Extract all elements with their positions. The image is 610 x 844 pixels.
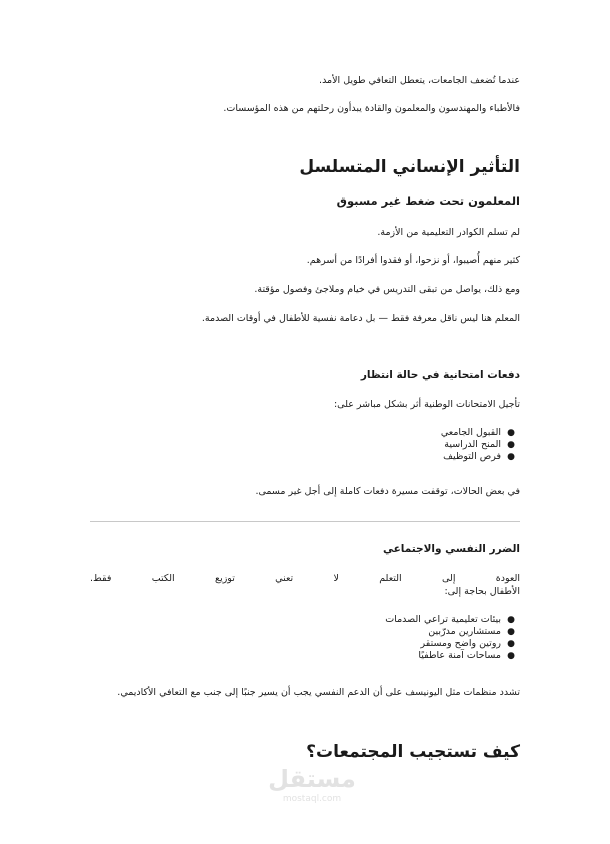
intro-text-1: عندما تُضعف الجامعات، يتعطل التعافي طويل الأمد. — [319, 75, 520, 86]
subheading-psych-title: الضرر النفسي والاجتماعي — [382, 543, 520, 555]
list-item-label: القبول الجامعي — [440, 427, 501, 438]
bullet-icon: ● — [507, 440, 515, 450]
bullet-icon: ● — [507, 639, 515, 649]
intro-text-2: فالأطباء والمهندسون والمعلمون والقادة يبدأون رحلتهم من هذه المؤسسات. — [223, 103, 520, 114]
subheading-teachers-title: المعلمون تحت ضغط غير مسبوق — [336, 194, 520, 208]
list-item-label: المنح الدراسية — [444, 439, 501, 450]
section-heading-human-impact — [90, 157, 520, 177]
watermark-logo — [262, 764, 362, 804]
word: تعني — [275, 573, 294, 584]
teachers-paragraph-2 — [90, 254, 520, 267]
exams-outro-text: في بعض الحالات، توقفت مسيرة دفعات كاملة إلى أجل غير مسمى. — [255, 486, 520, 497]
list-item — [215, 614, 515, 626]
exams-intro-text: تأجيل الامتحانات الوطنية أثر بشكل مباشر على: — [333, 399, 520, 410]
word: إلى — [442, 573, 456, 584]
section-title: التأثير الإنساني المتسلسل — [299, 157, 520, 177]
list-item — [215, 650, 515, 662]
subheading-teachers — [90, 194, 520, 208]
subheading-exams-title: دفعات امتحانية في حالة انتظار — [360, 369, 520, 381]
list-item-label: فرص التوظيف — [443, 451, 501, 462]
teachers-text-3: ومع ذلك، يواصل من تبقى التدريس في خيام وملاجئ وفصول مؤقتة. — [254, 284, 520, 295]
list-item — [215, 439, 515, 451]
psych-outro-text: تشدد منظمات مثل اليونيسف على أن الدعم النفسي يجب أن يسير جنبًا إلى جنب مع التعافي الأكاديمي. — [117, 687, 520, 698]
teachers-paragraph-4 — [90, 312, 520, 325]
word: الكتب — [151, 573, 175, 584]
bullet-icon: ● — [507, 452, 515, 462]
list-item-label: مساحات آمنة عاطفيًا — [418, 650, 501, 661]
section-divider — [90, 521, 520, 522]
intro-paragraph-1 — [90, 74, 520, 87]
list-item-label: روتين واضح ومستقر — [420, 638, 501, 649]
list-item-label: بيئات تعليمية تراعي الصدمات — [385, 614, 501, 625]
exams-bullet-list — [215, 427, 515, 463]
section-heading-communities — [90, 742, 520, 762]
psych-justified-line — [90, 572, 520, 585]
list-item — [215, 638, 515, 650]
exams-outro — [90, 485, 520, 498]
word: توزيع — [215, 573, 235, 584]
next-section-title: كيف تستجيب المجتمعات؟ — [306, 742, 520, 762]
psych-line-2 — [90, 585, 520, 598]
teachers-text-4: المعلم هنا ليس ناقل معرفة فقط — بل دعامة نفسية للأطفال في أوقات الصدمة. — [201, 313, 520, 324]
psych-outro — [90, 686, 520, 699]
teachers-paragraph-1 — [90, 226, 520, 239]
subheading-exams — [90, 369, 520, 381]
bullet-icon: ● — [507, 615, 515, 625]
subheading-psych — [90, 543, 520, 555]
teachers-paragraph-3 — [90, 283, 520, 296]
bullet-icon: ● — [507, 651, 515, 661]
teachers-text-2: كثير منهم أُصيبوا، أو نزحوا، أو فقدوا أفرادًا من أسرهم. — [306, 255, 520, 266]
list-item — [215, 427, 515, 439]
teachers-text-1: لم تسلم الكوادر التعليمية من الأزمة. — [377, 227, 520, 238]
word: التعلم — [379, 573, 402, 584]
list-item — [215, 451, 515, 463]
psych-line-2-text: الأطفال بحاجة إلى: — [444, 586, 520, 597]
exams-intro — [90, 398, 520, 411]
psych-bullet-list — [215, 614, 515, 662]
bullet-icon: ● — [507, 428, 515, 438]
word: لا — [333, 573, 339, 584]
intro-paragraph-2 — [90, 102, 520, 115]
list-item-label: مستشارين مدرّبين — [428, 626, 501, 637]
word: العودة — [495, 573, 520, 584]
watermark-latin: mostaql.com — [282, 794, 342, 804]
bullet-icon: ● — [507, 627, 515, 637]
list-item — [215, 626, 515, 638]
watermark-arabic: مستقل — [268, 765, 356, 793]
word: فقط. — [90, 573, 112, 584]
